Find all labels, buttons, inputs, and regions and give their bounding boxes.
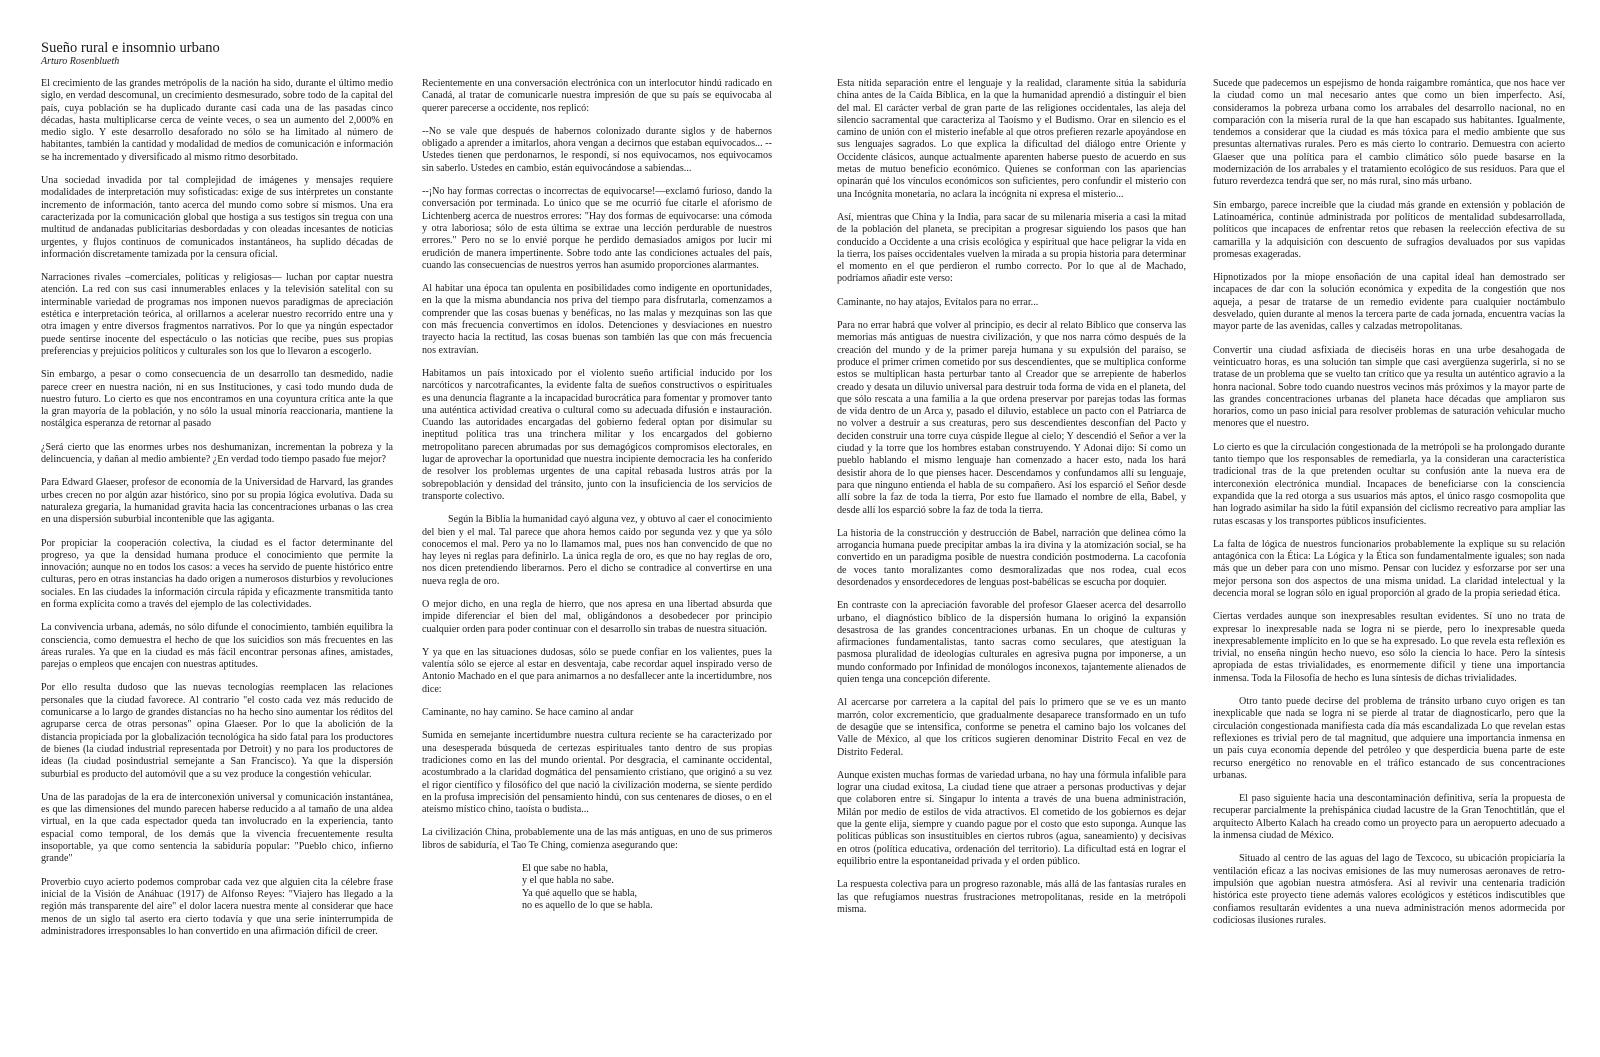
paragraph: Por ello resulta dudoso que las nuevas tecnologías reemplacen las relaciones personales que la ciudad favorece. Al contrario "el costo cada vez más reducido de comunicarse a lo largo de grandes distancias no ha hecho sino aumentar los réditos del agruparse cerca de otras personas" opina Glaeser. Por lo que la abolición de la distancia propiciada por la globalización tecnológica ha sido fatal para los productores de bienes (la ciudad industrial representada por Detroit) y no para los productores de ideas (la ciudad posindustrial semejante a San Francisco). Ya que la dispersión suburbial es producto del automóvil que a su vez produce la congestión vehicular. (41, 682, 393, 780)
paragraph: Para no errar habrá que volver al principio, es decir al relato Bíblico que conserva las memorias más antiguas de nuestra civilización, y que nos narra cómo después de la creación del mundo y de la primer pareja humana y su expulsión del paraíso, se produce el primer crimen cometido por sus descendientes, que se multiplica conforme estos se multiplican hasta perturbar tanto al Creador que se arrepiente de haberlos creado y desata un diluvio universal para destruir toda forma de vida en el planeta, del que sólo rescata a una familia a la que ordena preservar por parejas todas las formas de vida dentro de un Arca y, pasado el diluvio, establece un pacto con el Patriarca de no volver a destruir a sus creaturas, pero sus descendientes desconfían del Pacto y deciden construir una torre cuya cúspide llegue al cielo; Y descendió el Señor a ver la ciudad y la torre que los hombres estaban construyendo. Y Adonai dijo: Sí como un pueblo hablando el mismo lenguaje han comenzado a hacer esto, nada los hará desistir ahora de lo que pienses hacer. Descendamos y confundamos allí su lenguaje, para que ninguno entienda el habla de su compañero. Así los esparció el Señor desde allí sobre la faz de toda la tierra, Por esto fue llamado el nombre de ella, Babel, y desde allí los esparció sobre la faz de toda la tierra. (837, 320, 1186, 516)
paragraph: Una de las paradojas de la era de interconexión universal y comunicación instantánea, es que las dimensiones del mundo parecen haberse reducido a al tamaño de una aldea virtual, en la que cada espectador queda tan involucrado en la experiencia, tanto espacial como temporal, de los demás que la vivencia frecuentemente resulta insoportable, ya que como sentencia la sabiduría popular: "Pueblo chico, infierno grande" (41, 791, 393, 865)
paragraph: ¿Será cierto que las enormes urbes nos deshumanizan, incrementan la pobreza y la delincuencia, y dañan al medio ambiente? ¿En verdad todo tiempo pasado fue mejor? (41, 441, 393, 466)
poem-line: no es aquello de lo que se habla. (522, 899, 653, 911)
verse-quote: Caminante, no hay camino. Se hace camino al andar (422, 707, 634, 719)
text-column-1 (41, 78, 393, 949)
text-column-3 (837, 78, 1186, 927)
paragraph: Otro tanto puede decirse del problema de tránsito urbano cuyo origen es tan inexplicable que nada se logra ni se pierde al tratar de diagnosticarlo, pero que la circulación congestionada manifiesta cada día más escandalizada Lo que revelan estas reflexiones es trivial pero de tal magnitud, que adquiere una importancia inmensa en un país cuya economía depende del petróleo y que desperdicia buena parte de este recurso energético no renovable en el tráfico estancado de sus concentraciones urbanas. (1213, 696, 1565, 781)
paragraph: Al acercarse por carretera a la capital del país lo primero que se ve es un manto marrón, color excrementicio, que gradualmente desaparece transformado en un tufo de desagüe que se intensifica, conforme se penetra el camino bajo los volcanes del Valle de México, al que los críticos sugieren denominar Distrito Fecal en vez de Distrito Federal. (837, 697, 1186, 758)
text-column-4 (1213, 78, 1565, 938)
paragraph: La historia de la construcción y destrucción de Babel, narración que delinea cómo la arrogancia humana puede precipitar ambas la ira divina y la atomización social, se ha convertido en un paradigma posible de nuestra condición postmoderna. La cacofonía de voces tanto moralizantes como desmoralizadas que nos rodea, cual ecos desordenados y ensordecedores de lenguas post-babélicas se escucha por doquier. (837, 527, 1186, 588)
paragraph: O mejor dicho, en una regla de hierro, que nos apresa en una libertad absurda que impide diferenciar el bien del mal, obligándonos a desobedecer por principio cualquier orden para poder continuar con el desarrollo sin trabas de nuestra situación. (422, 598, 772, 635)
paragraph: Ciertas verdades aunque son inexpresables resultan evidentes. Sí uno no trata de expresar lo inexpresable nada se logra ni se pierde, pero lo inexpresable queda inexpresablemente implícito en lo que se ha expresado. Lo que revela esta reflexión es trivial, no enseña ningún hecho nuevo, eso sólo la ciencia lo hace. Pero la síntesis apropiada de estas trivialidades, es enormemente difícil y tiene una importancia inmensa. Toda la Filosofía de hecho es luna síntesis de dichas trivialidades. (1213, 611, 1565, 684)
paragraph: El crecimiento de las grandes metrópolis de la nación ha sido, durante el último medio siglo, en verdad descomunal, un crecimiento desmesurado, sobre todo de la capital del país, cuya población se ha duplicado durante casi cada una de las pasadas cinco décadas, hasta multiplicarse cerca de veinte veces, o sea un aumento del 2,000% en medio siglo. Y este desarrollo desaforado no sólo se ha limitado al número de habitantes, también la cantidad y modalidad de medios de comunicación e información se ha incrementado y diversificado al mismo ritmo desorbitado. (41, 78, 393, 163)
paragraph: El paso siguiente hacia una descontaminación definitiva, sería la propuesta de recuperar parcialmente la prehispánica ciudad lacustre de la Gran Tenochtitlán, que el arquitecto Alberto Kalach ha creado como un proyecto para un aeropuerto adecuado a la inmensa ciudad de México. (1213, 793, 1565, 842)
paragraph: La civilización China, probablemente una de las más antiguas, en uno de sus primeros libros de sabiduría, el Tao Te Ching, comienza asegurando que: (422, 827, 772, 851)
poem-line: y el que habla no sabe. (522, 875, 614, 887)
paragraph: Proverbio cuyo acierto podemos comprobar cada vez que alguien cita la célebre frase inicial de la Visión de Anáhuac (1917) de Alfonso Reyes: "Viajero has llegado a la región más transparente del aire" el dolor lacera nuestra mente al considerar que hace menos de un siglo tal aserto era cierto todavía y que una serie ininterrumpida de administradores irresponsables lo han convertido en una afirmación difícil de creer. (41, 876, 393, 937)
article-author: Arturo Rosenblueth (41, 56, 120, 67)
poem-line: Ya qué aquello que se habla, (522, 887, 638, 899)
paragraph: La convivencia urbana, además, no sólo difunde el conocimiento, también equilibra la consciencia, como demuestra el hecho de que los suicidios son más frecuentes en las áreas rurales. Ya que en la ciudad es más fácil encontrar personas afines, amistades, parejas o empleos que encajen con nuestras aptitudes. (41, 622, 393, 671)
paragraph: En contraste con la apreciación favorable del profesor Glaeser acerca del desarrollo urbano, el diagnóstico bíblico de la dispersión humana lo originó la expansión desastrosa de las grandes concentraciones urbanas. En un choque de culturas y afirmaciones fundamentalistas, tanto sacras como seculares, que atestiguan la pasmosa pluralidad de ideologías culturales en agresiva pugna por imponerse, a un mundo conformado por Infinidad de monólogos inconexos, tajantemente alienados de quien tenga una concepción diferente. (837, 600, 1186, 686)
paragraph: Lo cierto es que la circulación congestionada de la metrópoli se ha prolongado durante tanto tiempo que los responsables de remediarla, ya la consideran una característica tradicional tras de la que pretenden ocultar su confusión ante la nueva era de interconexión electrónica mundial. Incapaces de beneficiarse con la consciencia expandida que la red otorga a sus usuarios más aptos, el único rasgo cosmopolita que han logrado asimilar ha sido la fútil expansión del ciclismo recreativo para ampliar las rutas escasas y los transportes públicos insuficientes. (1213, 441, 1565, 527)
paragraph: Hipnotizados por la miope ensoñación de una capital ideal han demostrado ser incapaces de dar con la solución económica y expedita de la congestión que nos aqueja, a pesar de tratarse de un remedio evidente para cualquier noctámbulo desvelado, quien durante al menos la tercera parte de cada jornada, encuentra vacías la mayor parte de las avenidas, calles y calzadas metropolitanas. (1213, 272, 1565, 333)
paragraph: Sucede que padecemos un espejismo de honda raigambre romántica, que nos hace ver la ciudad como un mal necesario antes que como un bien imperfecto. Así, consideramos la pobreza urbana como los arrabales del desarrollo nacional, no en comparación con la miseria rural de la que han escapado sus habitantes. Igualmente, tendemos a considerar que la ciudad es más tóxica para el medio ambiente que sus presuntas alternativas rurales. Pero es más cierto lo contrario. Demuestra con acierto Glaeser que una política para el cambio climático sólo puede basarse en la modernización de los arrabales y el tratamiento ecológico de sus residuos. Para que el futuro reverdezca tendrá que ser, no más rural, sino más urbano. (1213, 78, 1565, 188)
paragraph: Aunque existen muchas formas de variedad urbana, no hay una fórmula infalible para lograr una ciudad exitosa, La ciudad tiene que atraer a personas productivas y dejar que colaboren entre sí. Singapur lo intenta a través de una buena administración, Milán por medio de estilos de vida atractivos. El cometido de los gobiernos es dejar que la gente elija, siempre y cuando pague por el costo que esto suponga. Aunque las políticas públicas son insustituibles en ciertos rubros (agua, saneamiento) y decisivas en otros (política educativa, ordenación del territorio). La dificultad está en lograr el equilibrio entre la espontaneidad privada y el orden público. (837, 769, 1186, 867)
poem (422, 863, 772, 912)
paragraph: Al habitar una época tan opulenta en posibilidades como indigente en oportunidades, en la que la misma abundancia nos priva del tiempo para disfrutarla, comenzamos a comprender que las cosas buenas y benéficas, no las malas y mezquinas son las que con más frecuencia convertimos en ídolos. Detenciones y desviaciones en nuestro trayecto hacia la rectitud, las cosas buenas son también las que con más frecuencia nos extravían. (422, 283, 772, 356)
article-title: Sueño rural e insomnio urbano (41, 40, 220, 56)
text-column-2 (422, 78, 772, 912)
paragraph: Recientemente en una conversación electrónica con un interlocutor hindú radicado en Canadá, al tratar de comunicarle nuestra impresión de que su país se equivocaba al querer parecerse a occidente, nos replicó: (422, 78, 772, 114)
paragraph: La respuesta colectiva para un progreso razonable, más allá de las fantasías rurales en las que refugiamos nuestras frustraciones metropolitanas, reside en la metrópoli misma. (837, 879, 1186, 915)
paragraph: --No se vale que después de habernos colonizado durante siglos y de habernos obligado a aprender a imitarlos, ahora vengan a decirnos que estaban equivocados... --Ustedes tienen que perdonarnos, le respondí, sí nos equivocamos, nos equivocamos sin saberlo. Ustedes en cambio, están equivocándose a sabiendas... (422, 125, 772, 174)
paragraph: Habitamos un país intoxicado por el violento sueño artificial inducido por los narcóticos y narcotraficantes, la evidente falta de sueños constructivos o espirituales es una denuncia flagrante a la incapacidad burocrática para fomentar y promover tanto una auténtica actividad creativa o cultural como su adecuada difusión e instauración. Cuando las autoridades encargadas del gobierno federal optan por disimular su ineptitud política tras una trinchera militar y los encargados del gobierno metropolitano parecen abrumadas por sus demagógicos compromisos electorales, en lugar de aprovechar la oportunidad que nuestra incipiente democracia les ha conferido de resolver los problemas urgentes de una capital rebasada lustros atrás por la sobrepoblación y densidad del tránsito, junto con la insuficiencia de los servicios de transporte colectivo. (422, 367, 772, 502)
verse-quote: Caminante, no hay atajos, Evítalos para no errar... (837, 296, 1039, 308)
paragraph: Una sociedad invadida por tal complejidad de imágenes y mensajes requiere modalidades de interpretación muy sofisticadas: exige de sus intérpretes un constante incremento de información, tanto acerca del mundo como sobre sí mismos. Una era caracterizada por la comunicación global que hostiga a sus testigos sin tregua con una multitud de andanadas publicitarias desbordadas y con oleadas incesantes de noticias urgentes, y flujos continuos de comunicados instantáneos, ha suplido décadas de información discretamente tamizada por la censura oficial. (41, 175, 393, 260)
paragraph: Así, mientras que China y la India, para sacar de su milenaria miseria a casi la mitad de la población del planeta, se precipitan a progresar siguiendo los pasos que han conducido a Occidente a una crisis ecológica y espiritual que hace peligrar la vida en la tierra, los países occidentales vuelven la mirada a su propia historia para determinar el momento en el que perdieron el rumbo correcto. Por lo que al de Machado, podríamos añadir este verso: (837, 211, 1186, 285)
paragraph: --¡No hay formas correctas o incorrectas de equivocarse!—exclamó furioso, dando la conversación por terminada. Lo único que se me ocurrió fue citarle el aforismo de Lichtenberg acerca de nuestros errores: "Hay dos formas de equivocarse: una cómoda y otra laboriosa; sólo de esta última se extrae una lección perdurable de nuestros errores." Pero no se lo envié porque he perdido demasiados amigos por lucir mi erudición de manera impertinente. Sobre todo ante las condiciones actuales del país, cuando las consecuencias de nuestros yerros han asumido proporciones alarmantes. (422, 186, 772, 271)
paragraph: Y ya que en las situaciones dudosas, sólo se puede confiar en los valientes, pues la valentía sólo se ejerce al estar en desventaja, cabe recordar aquel inspirado verso de Antonio Machado en el que para animarnos a no desfallecer ante la incertidumbre, nos dice: (422, 646, 772, 695)
paragraph: Sin embargo, a pesar o como consecuencia de un desarrollo tan desmedido, nadie parece creer en nuestra nación, ni en sus Instituciones, y casi todo mundo duda de nuestro futuro. Lo cierto es que nos encontramos en una coyuntura crítica ante la que la gran mayoría de la población, y no sólo la usual minoría reaccionaria, mantiene la nostálgica esperanza de retornar al pasado (41, 369, 393, 430)
paragraph: Situado al centro de las aguas del lago de Texcoco, su ubicación propiciaría la ventilación eficaz a las nocivas emisiones de las muy numerosas aeronaves de retro-impulsión que agobian nuestra atmósfera. Así al revivir una centenaria tradición histórica este proyecto tiene además valores ecológicos y estéticos indiscutibles que confiamos resultarán evidentes a una nueva administración menos adormecida por codiciosas ilusiones rurales. (1213, 853, 1565, 926)
paragraph: Sin embargo, parece increíble que la ciudad más grande en extensión y población de Latinoamérica, continúe administrada por políticos de mentalidad subdesarrollada, políticos que incapaces de enfrentar retos que rebasen la reelección efectiva de su camarilla y la adquisición con descuento de sufragios devaluados por sus vapidas promesas exageradas. (1213, 199, 1565, 260)
spread-gutter (798, 0, 799, 1057)
paragraph: Narraciones rivales –comerciales, políticas y religiosas— luchan por captar nuestra atención. La red con sus casi innumerables enlaces y la televisión satelital con su interminable variedad de programas nos imponen nuevos paradigmas de apreciación estética e interpretación teórica, al orillarnos a acelerar nuestro recorrido entre una y otra imagen y entre diversos fragmentos narrativos. Por lo que ya ningún espectador puede sentirse inocente del espectáculo o las noticias que recibe, pues sus propias preferencias y prejuicios políticos y culturales son los que lo llevaron a escogerlo. (41, 272, 393, 357)
paragraph: Sumida en semejante incertidumbre nuestra cultura reciente se ha caracterizado por una desesperada búsqueda de certezas espirituales tanto dentro de sus propias tradiciones como en las del mundo oriental. Por desgracia, el caminante occidental, acostumbrado a la claridad dogmática del pensamiento cristiano, que originó a su vez el rigor científico y filosófico del que nació la civilización moderna, se siente perdido en la profusa imprecisión del pensamiento hindú, con sus centenares de dioses, o en el ateísmo místico chino, taoísta o budista... (422, 730, 772, 816)
paragraph: Convertir una ciudad asfixiada de dieciséis horas en una urbe desahogada de veinticuatro horas, es una solución tan simple que casi avergüenza sugerirla, si no se tratase de un problema que se vuelto tan crítico que ya resulta un auténtico agravio a la honra nacional. Sobre todo cuando nuestros vecinos más próximos y la mayor parte de las grandes concentraciones urbanas del planeta hace décadas que ampliaron sus horarios, como un paso inicial para resolver problemas de saturación vehicular mucho menores que el nuestro. (1213, 344, 1565, 430)
paragraph: Según la Biblia la humanidad cayó alguna vez, y obtuvo al caer el conocimiento del bien y el mal. Tal parece que ahora hemos caído por segunda vez y que ya sólo conocemos el mal. Pero ya no lo llamamos mal, pues nos han convencido de que no hay leyes ni reglas para definirlo. La única regla de oro, es que no hay reglas de oro, nos dicen pretendiendo liberarnos. Pero el dicho se contradice al convertirse en una nueva regla de oro. (422, 514, 773, 587)
paragraph: La falta de lógica de nuestros funcionarios probablemente la explique su su relación antagónica con la Ética: La Lógica y la Ética son fundamentalmente iguales; son nada más que un deber para con uno mismo. Pensar con lucidez y esforzarse por ser una mejor persona son dos aspectos de una misma unidad. La claridad intelectual y la decencia moral se logran sólo en igual proporción al grado de la propia seriedad ética. (1213, 538, 1565, 599)
poem-line: El que sabe no habla, (522, 863, 609, 875)
paragraph: Esta nítida separación entre el lenguaje y la realidad, claramente sitúa la sabiduría china antes de la Caída Bíblica, en la que la humanidad aprendió a distinguir el bien del mal. El carácter verbal de gran parte de las religiones occidentales, las aleja del silencio sacramental que caracteriza al Taoísmo y el Budismo. Orar en silencio es el camino de unión con el misterio inefable al que otros prefieren rezarle apoyándose en sus lenguajes sagrados. Lo que explica la dificultad del diálogo entre Oriente y Occidente clásicos, aunque actualmente aparenten haberse puesto de acuerdo en sus metas de mutuo beneficio económico. Quienes se conforman con las apariencias opinarán qué los vínculos económicos son suficientes, pero confundir el misterio con una Incógnita monetaria, no aclara la incógnita ni expresa el misterio... (837, 78, 1186, 200)
paragraph: Por propiciar la cooperación colectiva, la ciudad es el factor determinante del progreso, ya que la densidad humana produce el conocimiento que permite la innovación; aunque no en todos los casos: a veces ha servido de puente histórico entre culturas, pero en otras instancias ha dado origen a numerosos disturbios y revoluciones sociales. En las ciudades la información circula rápida y eficazmente transmitida tanto en forma explícita como a través del ejemplo de las colectividades. (41, 537, 393, 610)
paragraph: Para Edward Glaeser, profesor de economía de la Universidad de Harvard, las grandes urbes crecen no por algún azar histórico, sino por su propia lógica evolutiva. Dada su naturaleza gregaria, la humanidad gravita hacia las concentraciones urbanas o las crea en una dispersión suburbial incontenible que las agiganta. (41, 477, 393, 526)
